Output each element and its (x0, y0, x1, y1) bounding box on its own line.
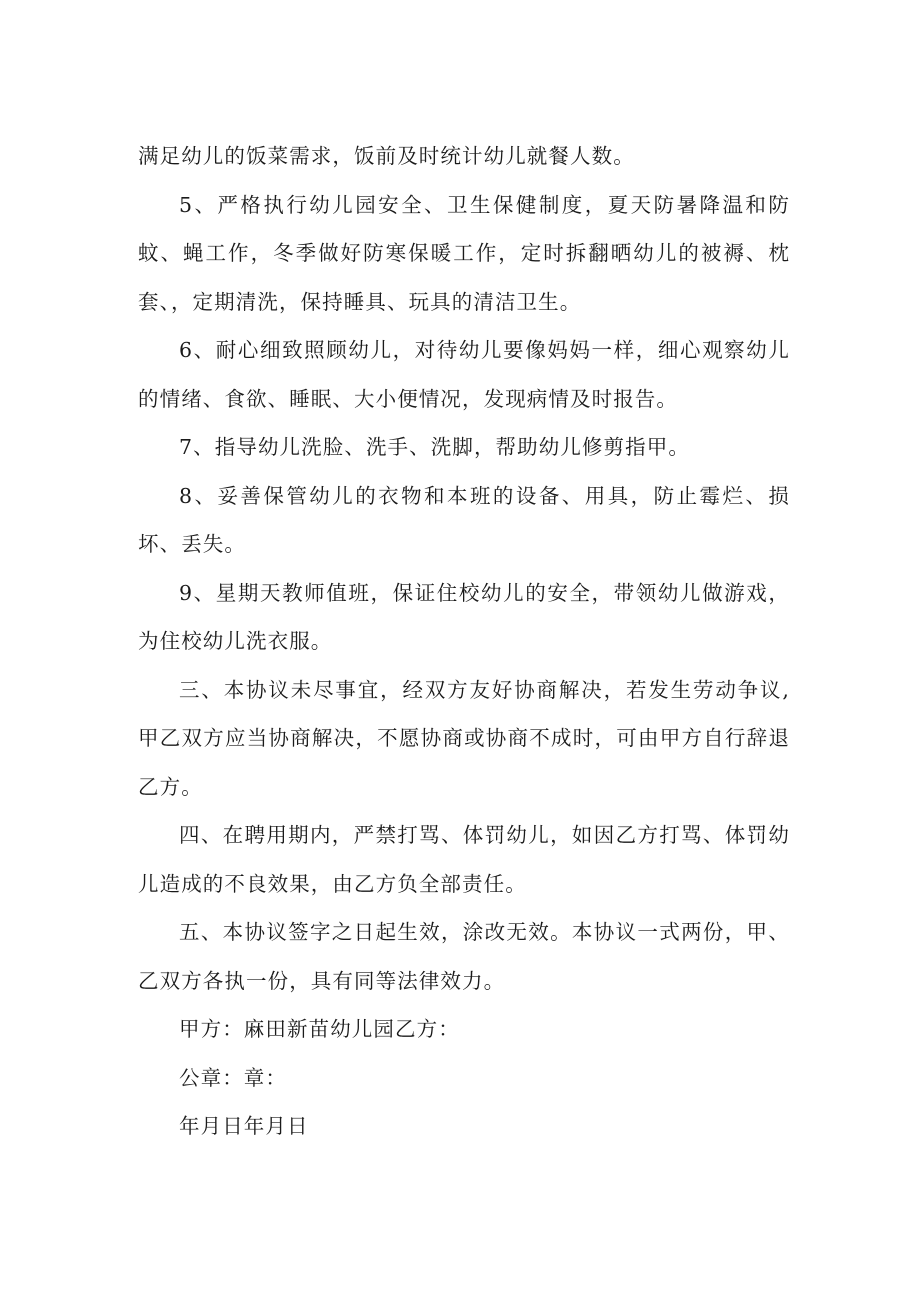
paragraph-item-7: 7、指导幼儿洗脸、洗手、洗脚，帮助幼儿修剪指甲。 (179, 435, 690, 459)
signature-parties-line: 甲方：麻田新苗幼儿园乙方： (179, 1017, 460, 1041)
paragraph-item-9: 9、星期天教师值班，保证住校幼儿的安全，带领幼儿做游戏，为住校幼儿洗衣服。 (138, 580, 790, 653)
document-body (138, 132, 790, 1151)
paragraph-clause-5: 五、本协议签字之日起生效，涂改无效。本协议一式两份，甲、乙双方各执一份，具有同等法律效力。 (138, 920, 790, 993)
paragraph-item-5: 5、严格执行幼儿园安全、卫生保健制度，夏天防暑降温和防蚊、蝇工作，冬季做好防寒保暖工作，定时拆翻晒幼儿的被褥、枕套、，定期清洗，保持睡具、玩具的清洁卫生。 (138, 192, 790, 314)
paragraph-item-6: 6、耐心细致照顾幼儿，对待幼儿要像妈妈一样，细心观察幼儿的情绪、食欲、睡眠、大小便情况，发现病情及时报告。 (138, 338, 790, 411)
paragraph-clause-4: 四、在聘用期内，严禁打骂、体罚幼儿，如因乙方打骂、体罚幼儿造成的不良效果，由乙方负全部责任。 (138, 823, 790, 896)
signature-date-line: 年月日年月日 (179, 1114, 309, 1138)
paragraph-item-8: 8、妥善保管幼儿的衣物和本班的设备、用具，防止霉烂、损坏、丢失。 (138, 483, 790, 556)
paragraph-clause-3: 三、本协议未尽事宜，经双方友好协商解决，若发生劳动争议,甲乙双方应当协商解决，不愿协商或协商不成时，可由甲方自行辞退乙方。 (138, 677, 790, 799)
signature-seal-line: 公章：章： (179, 1065, 287, 1090)
paragraph-continuation: 满足幼儿的饭菜需求，饭前及时统计幼儿就餐人数。 (138, 144, 635, 168)
